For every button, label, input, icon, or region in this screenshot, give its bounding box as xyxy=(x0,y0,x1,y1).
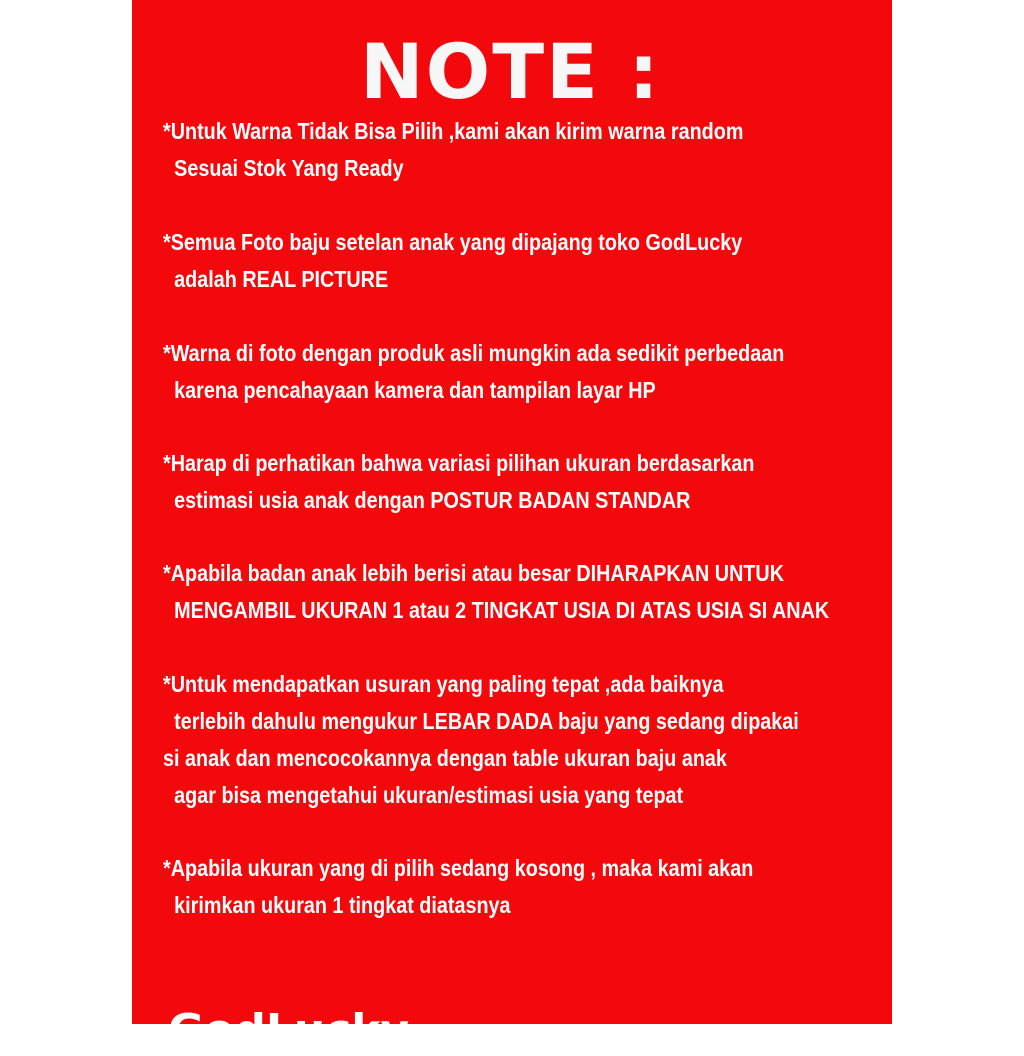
note-item xyxy=(163,335,784,409)
note-line: karena pencahayaan kamera dan tampilan layar HP xyxy=(174,377,656,403)
note-item xyxy=(163,224,742,298)
note-line: *Apabila ukuran yang di pilih sedang kosong , maka kami akan xyxy=(163,855,754,881)
note-line: MENGAMBIL UKURAN 1 atau 2 TINGKAT USIA DI ATAS USIA SI ANAK xyxy=(174,597,830,623)
note-line: adalah REAL PICTURE xyxy=(174,266,389,292)
note-line: *Apabila badan anak lebih berisi atau besar DIHARAPKAN UNTUK xyxy=(163,560,785,586)
brand-name: GodLucky xyxy=(168,1005,410,1056)
note-line: estimasi usia anak dengan POSTUR BADAN STANDAR xyxy=(174,487,691,513)
note-item xyxy=(163,445,754,519)
note-line: terlebih dahulu mengukur LEBAR DADA baju yang sedang dipakai xyxy=(174,708,799,734)
note-item xyxy=(163,666,799,814)
note-line: *Semua Foto baju setelan anak yang dipajang toko GodLucky xyxy=(163,229,743,255)
note-item xyxy=(163,850,753,924)
note-line: *Warna di foto dengan produk asli mungkin ada sedikit perbedaan xyxy=(163,340,785,366)
note-item xyxy=(163,113,743,187)
note-panel xyxy=(132,0,892,1056)
note-title: NOTE : xyxy=(360,27,661,116)
note-item xyxy=(163,555,829,629)
note-line: si anak dan mencocokannya dengan table ukuran baju anak xyxy=(163,745,727,771)
note-line: *Harap di perhatikan bahwa variasi pilihan ukuran berdasarkan xyxy=(163,450,755,476)
note-line: Sesuai Stok Yang Ready xyxy=(174,155,404,181)
note-line: kirimkan ukuran 1 tingkat diatasnya xyxy=(174,892,511,918)
note-line: *Untuk mendapatkan usuran yang paling tepat ,ada baiknya xyxy=(163,671,724,697)
note-line: agar bisa mengetahui ukuran/estimasi usia yang tepat xyxy=(174,782,684,808)
note-line: *Untuk Warna Tidak Bisa Pilih ,kami akan kirim warna random xyxy=(163,118,744,144)
